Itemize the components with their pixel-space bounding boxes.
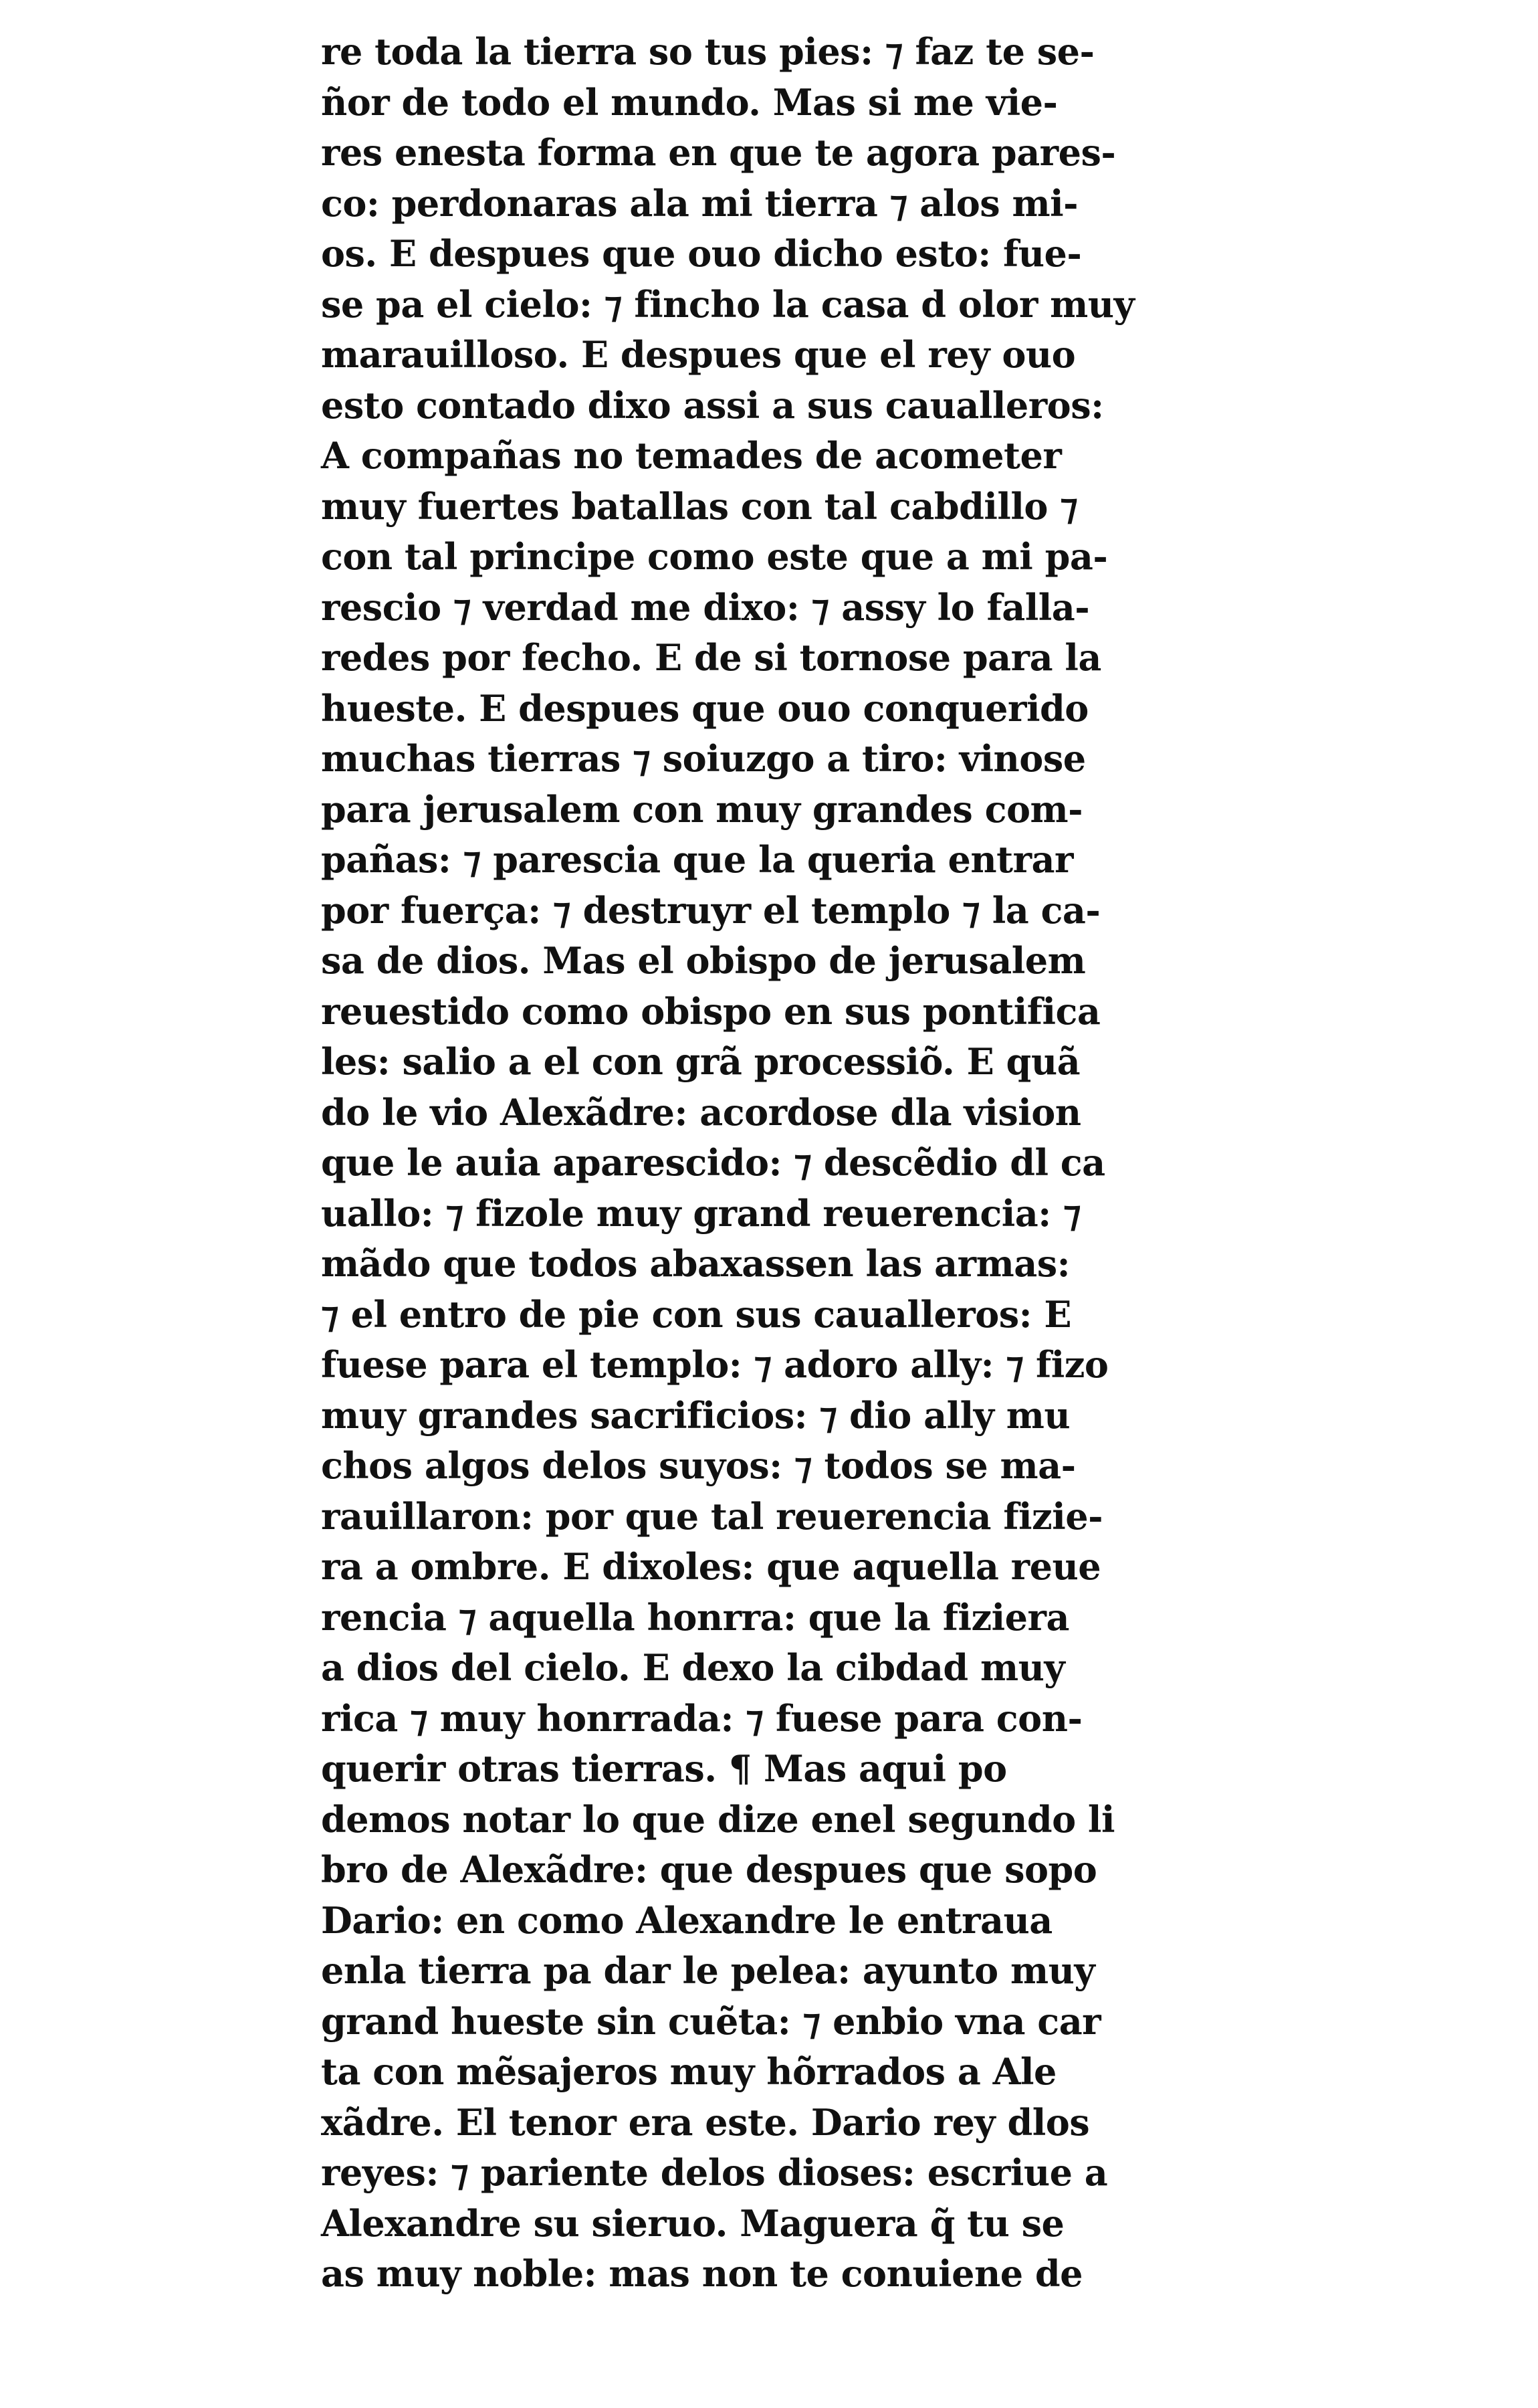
text-line: uallo: ⁊ fizole muy grand reuerencia: ⁊ xyxy=(321,1191,1081,1235)
text-line: ra a ombre. E dixoles: que aquella reue xyxy=(321,1545,1101,1588)
text-line: muy grandes sacrificios: ⁊ dio ally mu xyxy=(321,1393,1071,1437)
text-line: se pa el cielo: ⁊ fincho la casa d olor muy xyxy=(321,282,1135,326)
text-line: mãdo que todos abaxassen las armas: xyxy=(321,1242,1071,1285)
text-line: querir otras tierras. ¶ Mas aqui po xyxy=(321,1747,1007,1790)
text-column xyxy=(321,27,1135,2300)
text-line: ⁊ el entro de pie con sus caualleros: E xyxy=(321,1292,1072,1336)
text-line: sa de dios. Mas el obispo de jerusalem xyxy=(321,939,1086,982)
text-line: xãdre. El tenor era este. Dario rey dlos xyxy=(321,2100,1090,2144)
text-line: re toda la tierra so tus pies: ⁊ faz te se- xyxy=(321,30,1095,73)
text-line: reuestido como obispo en sus pontifica xyxy=(321,989,1101,1033)
text-line: do le vio Alexãdre: acordose dla vision xyxy=(321,1090,1081,1134)
text-line: ta con mẽsajeros muy hõrrados a Ale xyxy=(321,2050,1057,2093)
text-line: por fuerça: ⁊ destruyr el templo ⁊ la ca- xyxy=(321,888,1101,932)
text-line: esto contado dixo assi a sus caualleros: xyxy=(321,383,1104,427)
text-line: marauilloso. E despues que el rey ouo xyxy=(321,333,1076,376)
text-line: Dario: en como Alexandre le entraua xyxy=(321,1898,1053,1942)
text-line: chos algos delos suyos: ⁊ todos se ma- xyxy=(321,1444,1076,1487)
text-line: fuese para el templo: ⁊ adoro ally: ⁊ fizo xyxy=(321,1343,1109,1386)
text-line: a dios del cielo. E dexo la cibdad muy xyxy=(321,1646,1065,1689)
text-line: Alexandre su sieruo. Maguera q̃ tu se xyxy=(321,2201,1065,2245)
text-line: bro de Alexãdre: que despues que sopo xyxy=(321,1848,1097,1891)
text-line: enla tierra pa dar le pelea: ayunto muy xyxy=(321,1949,1095,1992)
text-line: demos notar lo que dize enel segundo li xyxy=(321,1797,1115,1841)
text-line: co: perdonaras ala mi tierra ⁊ alos mi- xyxy=(321,181,1079,225)
text-line: muchas tierras ⁊ soiuzgo a tiro: vinose xyxy=(321,737,1086,780)
text-line: redes por fecho. E de si tornose para la xyxy=(321,636,1101,679)
text-line: rica ⁊ muy honrrada: ⁊ fuese para con- xyxy=(321,1696,1083,1740)
text-line: hueste. E despues que ouo conquerido xyxy=(321,686,1089,730)
text-line: rencia ⁊ aquella honrra: que la fiziera xyxy=(321,1595,1069,1639)
text-line: ñor de todo el mundo. Mas si me vie- xyxy=(321,80,1058,124)
text-line: rescio ⁊ verdad me dixo: ⁊ assy lo falla- xyxy=(321,585,1090,629)
text-line: con tal principe como este que a mi pa- xyxy=(321,535,1108,578)
text-line: rauillaron: por que tal reuerencia fizie- xyxy=(321,1494,1103,1538)
text-line: grand hueste sin cuẽta: ⁊ enbio vna car xyxy=(321,1999,1101,2043)
text-line: que le auia aparescido: ⁊ descẽdio dl ca xyxy=(321,1141,1105,1184)
text-line: A compañas no temades de acometer xyxy=(321,434,1062,477)
text-line: pañas: ⁊ parescia que la queria entrar xyxy=(321,838,1073,881)
text-line: les: salio a el con grã processiõ. E quã xyxy=(321,1040,1081,1083)
text-line: res enesta forma en que te agora pares- xyxy=(321,131,1116,174)
text-line: os. E despues que ouo dicho esto: fue- xyxy=(321,232,1082,275)
text-line: para jerusalem con muy grandes com- xyxy=(321,787,1083,831)
text-line: reyes: ⁊ pariente delos dioses: escriue a xyxy=(321,2151,1108,2194)
text-line: as muy noble: mas non te conuiene de xyxy=(321,2252,1083,2295)
text-line: muy fuertes batallas con tal cabdillo ⁊ xyxy=(321,484,1078,528)
